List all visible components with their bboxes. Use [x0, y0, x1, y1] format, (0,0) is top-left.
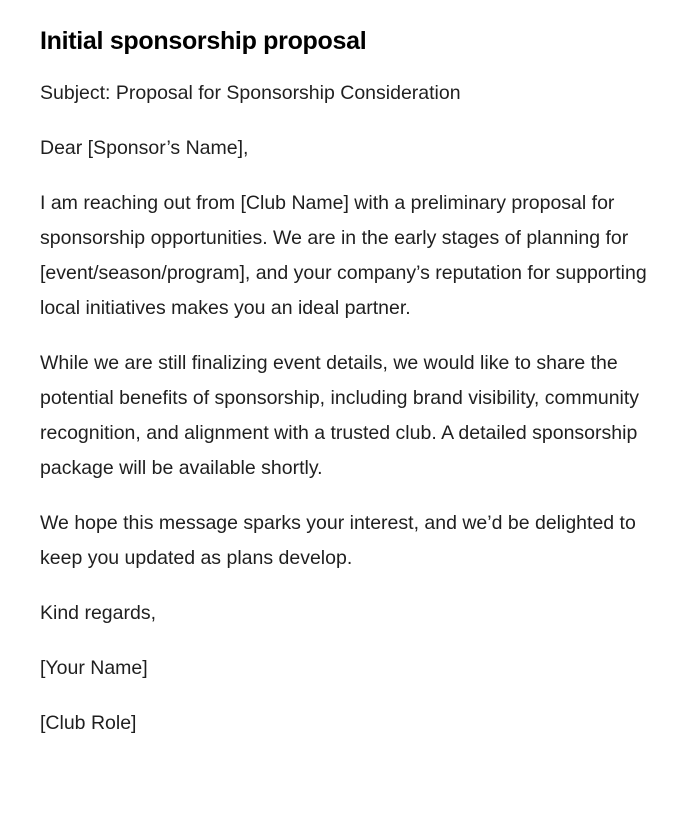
body-paragraph: While we are still finalizing event details, we would like to share the potential benefits of sponsorship, including brand visibility, community recognition, and alignment with a trusted club. A detailed sponsorship package will be available shortly.	[40, 352, 640, 479]
closing: Kind regards,	[40, 602, 156, 624]
body-paragraph: We hope this message sparks your interest, and we’d be delighted to keep you updated as plans develop.	[40, 512, 636, 569]
greeting: Dear [Sponsor’s Name],	[40, 137, 249, 159]
signature-name: [Your Name]	[40, 657, 148, 679]
subject-line: Subject: Proposal for Sponsorship Consideration	[40, 82, 461, 104]
body-paragraph: I am reaching out from [Club Name] with a preliminary proposal for sponsorship opportunities. We are in the early stages of planning for [event/season/program], and your company’s reputation for supporting local initiatives makes you an ideal partner.	[40, 192, 647, 319]
document	[40, 24, 650, 761]
page-title: Initial sponsorship proposal	[40, 27, 367, 55]
signature-role: [Club Role]	[40, 712, 137, 734]
